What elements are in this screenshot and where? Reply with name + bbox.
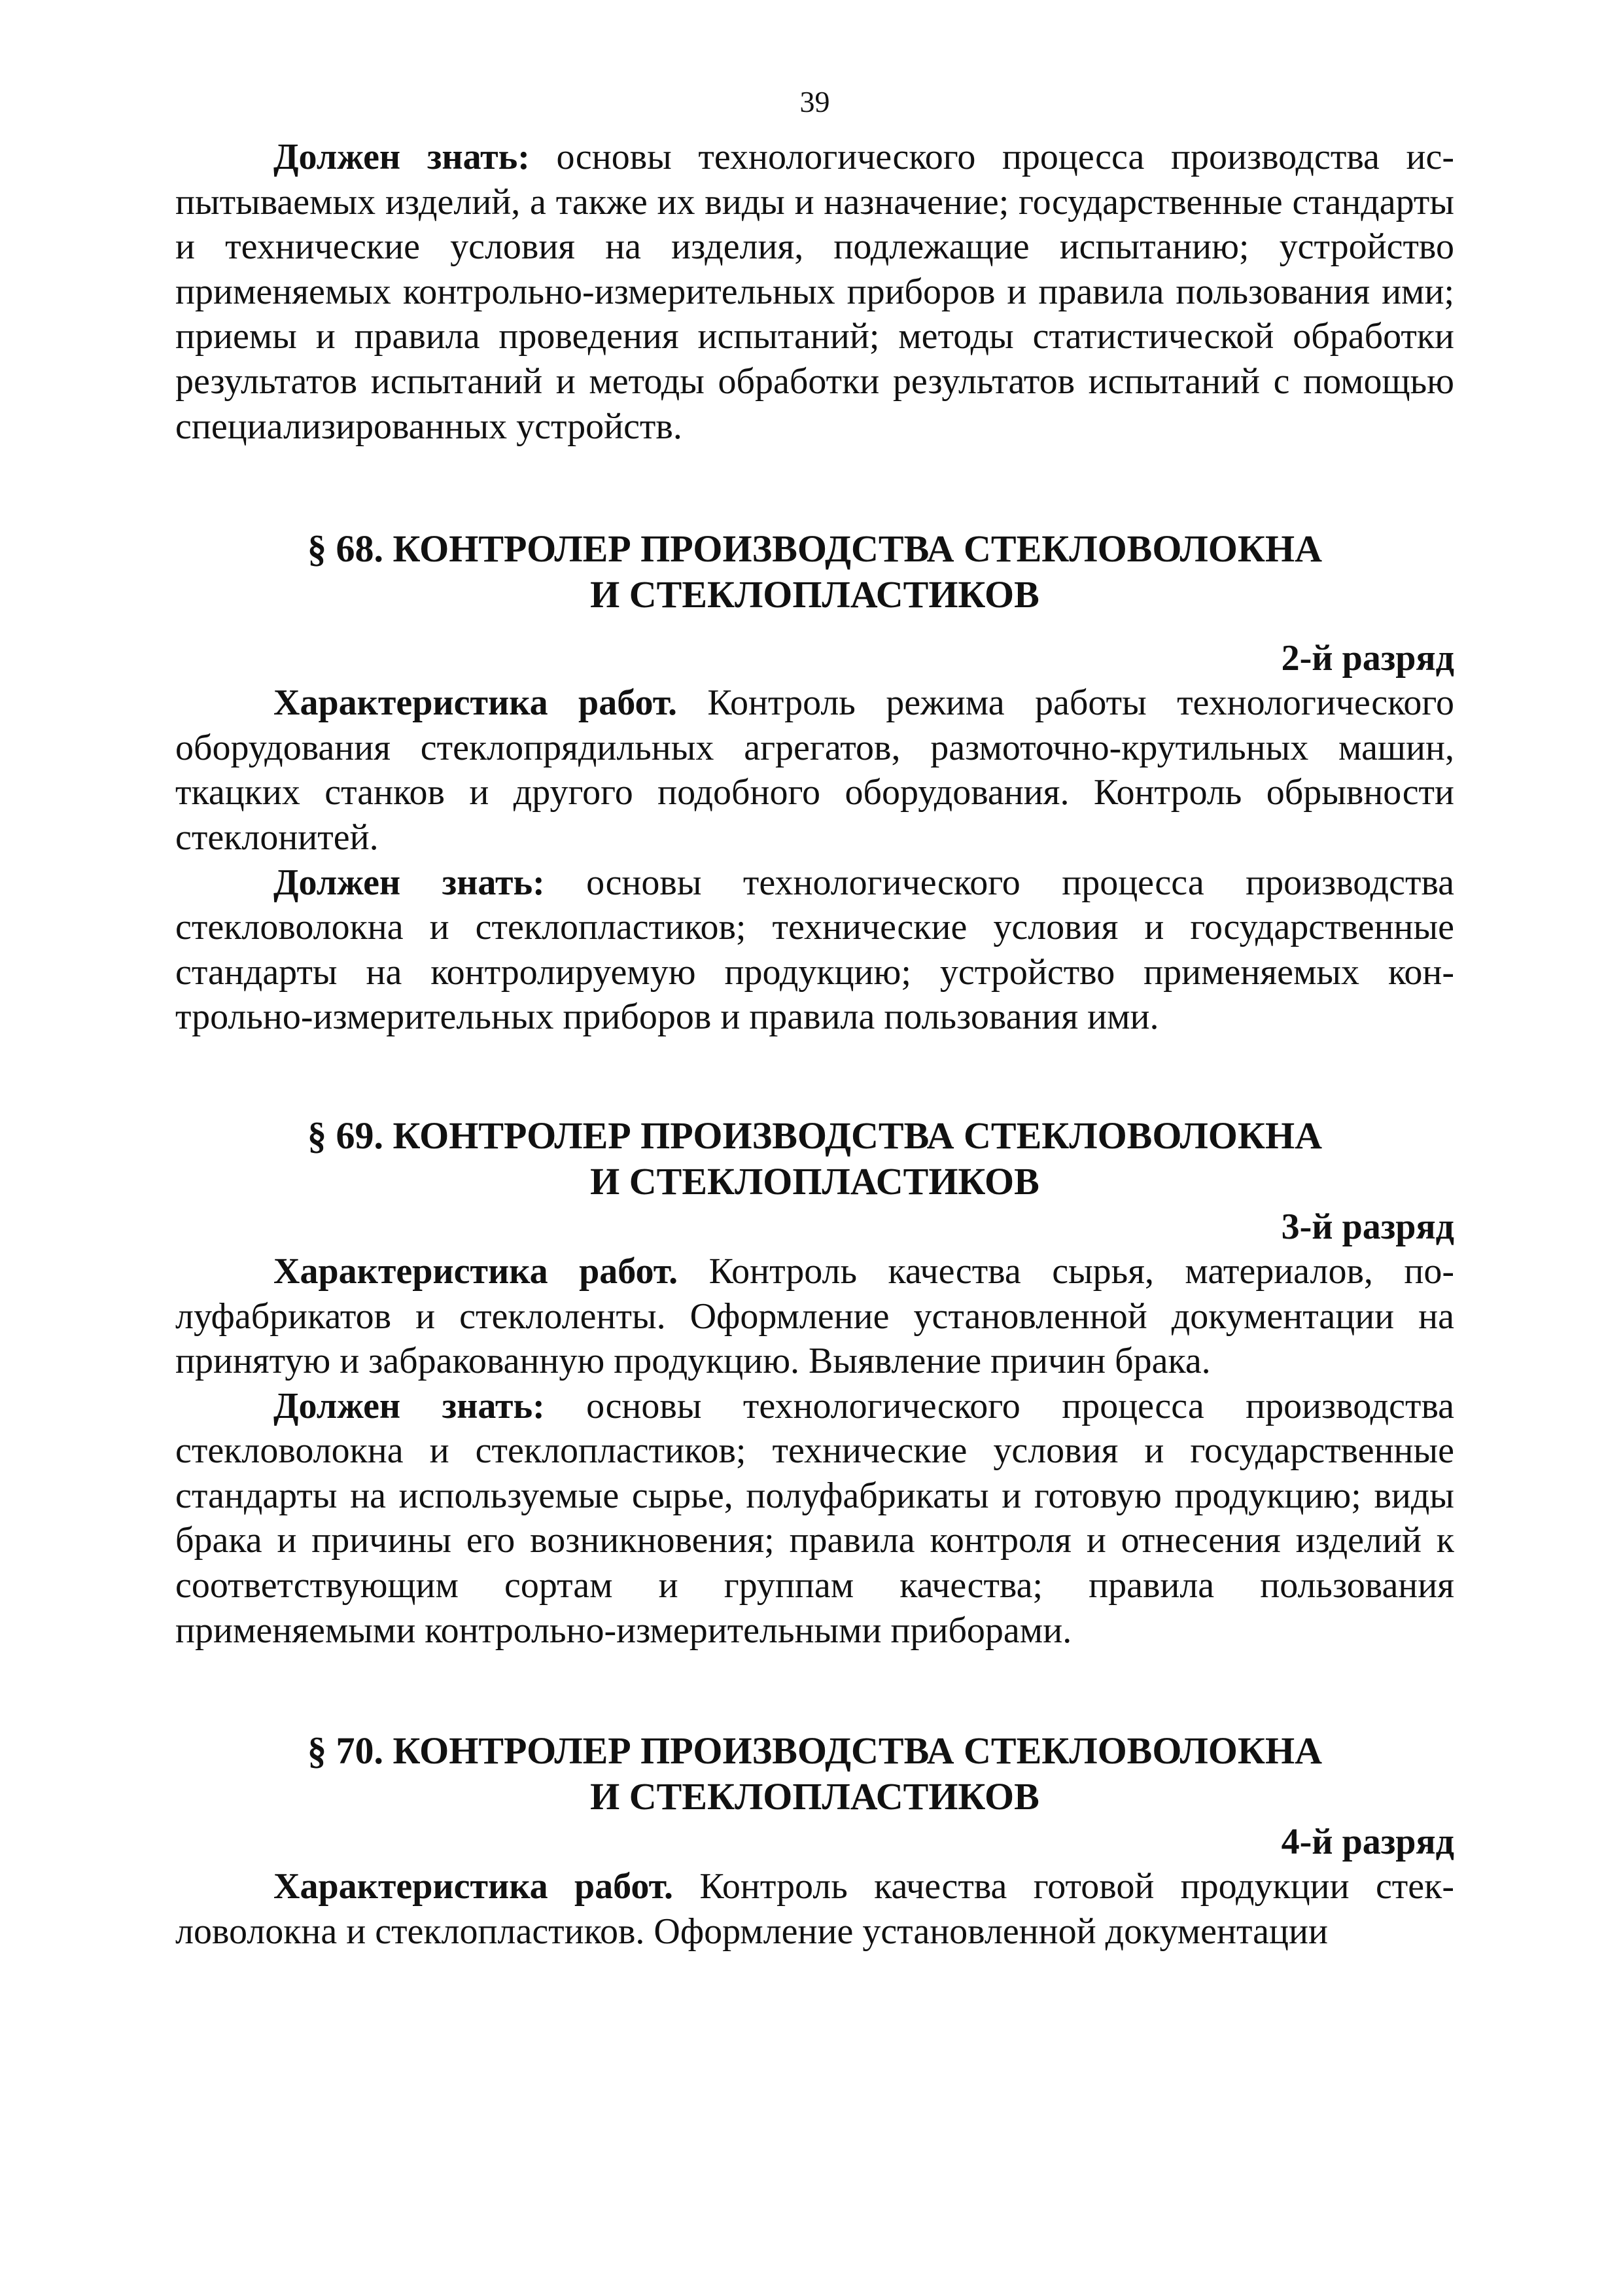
section-title xyxy=(175,1113,1454,1205)
section-70 xyxy=(175,1728,1454,1954)
section-title-line1: § 70. КОНТРОЛЕР ПРОИЗВОДСТВА СТЕКЛОВОЛОКНА xyxy=(307,1729,1322,1773)
know-text: основы технологического процесса производства стекловолокна и стеклопластиков; технические условия и государственные стандарты на используемые сырье, полуфабрикаты и готовую продукцию; виды брака и причины его возникновения; правила контроля и отнесения изделий к соответствующим сортам и группам качества; правила пользования применяемыми контрольно-измерительными приборами. xyxy=(175,1385,1454,1651)
work-characteristics-paragraph xyxy=(175,680,1454,860)
work-text: Контроль качества сырья, материалов, полуфабрикатов и стеклоленты. Оформление установленной документации на принятую и забракованную продукцию. Выявление причин брака. xyxy=(175,1250,1455,1382)
work-text: Контроль режима работы технологического оборудования стеклопрядильных агрегатов, размоточно-крутильных машин, ткацких станков и другого подобного оборудования. Контроль обрывности стеклонитей. xyxy=(175,682,1454,858)
section-title-line1: § 69. КОНТРОЛЕР ПРОИЗВОДСТВА СТЕКЛОВОЛОКНА xyxy=(307,1114,1322,1157)
page-number: 39 xyxy=(799,85,830,118)
know-lead: Должен знать: xyxy=(273,862,545,903)
work-lead: Характеристика работ. xyxy=(273,1250,678,1292)
section-title xyxy=(175,1728,1454,1820)
section-title-line2: И СТЕКЛОПЛАСТИКОВ xyxy=(590,1775,1039,1818)
section-68 xyxy=(175,526,1454,1040)
intro-lead: Должен знать: xyxy=(273,137,530,177)
grade-label: 4-й разряд xyxy=(1281,1822,1454,1863)
section-69 xyxy=(175,1113,1454,1653)
work-characteristics-paragraph xyxy=(175,1249,1454,1384)
document-page xyxy=(175,79,1454,1954)
work-lead: Характеристика работ. xyxy=(273,682,678,724)
section-title-line1: § 68. КОНТРОЛЕР ПРОИЗВОДСТВА СТЕКЛОВОЛОКНА xyxy=(307,527,1322,571)
work-text: Контроль качества готовой продукции стекловолокна и стеклопластиков. Оформление установленной документации xyxy=(175,1866,1455,1952)
work-characteristics-paragraph xyxy=(175,1864,1454,1954)
must-know-paragraph xyxy=(175,1384,1454,1653)
section-title-line2: И СТЕКЛОПЛАСТИКОВ xyxy=(590,1159,1039,1203)
work-lead: Характеристика работ. xyxy=(273,1866,673,1907)
grade-label: 2-й разряд xyxy=(1281,638,1454,679)
must-know-paragraph xyxy=(175,860,1454,1040)
section-title xyxy=(175,526,1454,618)
intro-paragraph xyxy=(175,135,1454,449)
intro-text: основы технологического процесса производства испытываемых изделий, а также их виды и назначение; государственные стандарты и технические условия на изделия, подлежащие испытанию; устройство применяемых контрольно-измерительных приборов и правила пользования ими; приемы и правила проведения испытаний; методы статистической обработки результатов испытаний и методы обработки результатов испытаний с помощью специализированных устройств. xyxy=(175,137,1454,447)
section-title-line2: И СТЕКЛОПЛАСТИКОВ xyxy=(590,573,1039,616)
know-text: основы технологического процесса производства стекловолокна и стеклопластиков; технические условия и государственные стандарты на контролируемую продукцию; устройство применяемых контрольно-измерительных приборов и правила пользования ими. xyxy=(175,862,1454,1038)
know-lead: Должен знать: xyxy=(273,1385,545,1426)
grade-label: 3-й разряд xyxy=(1281,1206,1454,1247)
